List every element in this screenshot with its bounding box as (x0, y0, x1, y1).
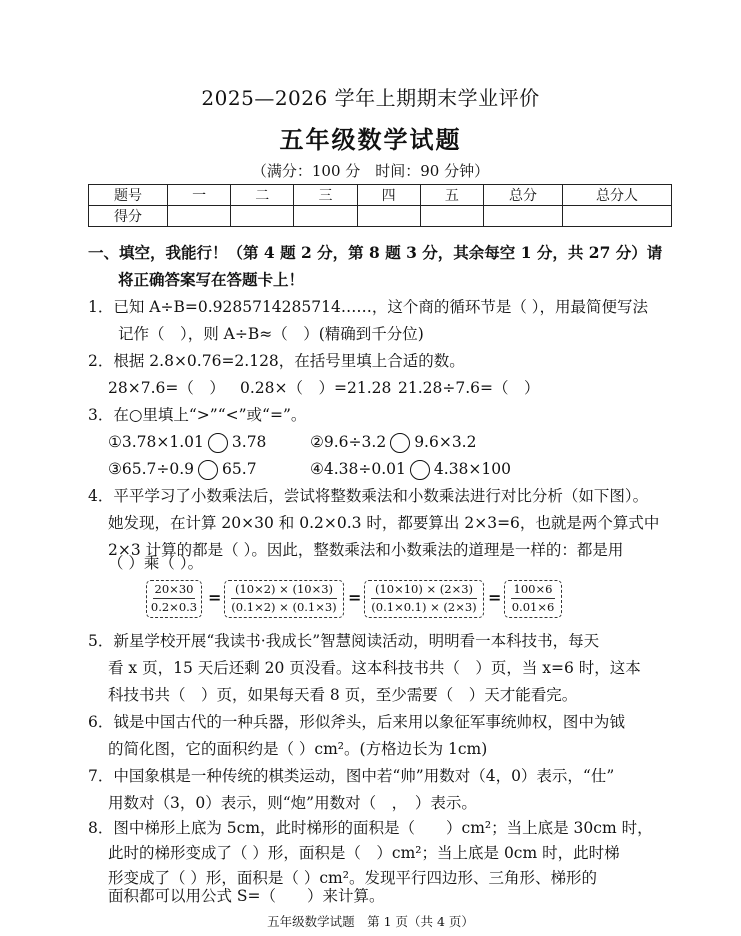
score-header-cell: 三 (294, 185, 357, 206)
equals-sign: = (208, 588, 222, 607)
diagram-box-1 (146, 580, 202, 618)
question-5-cont: 科技书共（ ）页，如果每天看 8 页，至少需要（ ）天才能看完。 (108, 686, 578, 704)
q3-3-left: ③65.7÷0.9 (108, 460, 195, 478)
score-row-label: 得分 (89, 206, 168, 227)
circle-blank-icon[interactable] (208, 433, 228, 453)
question-8-end: 面积都可以用公式 S=（ ）来计算。 (108, 887, 385, 905)
score-cell[interactable] (420, 206, 483, 227)
diagram-box-4-top: 100×6 (511, 581, 555, 599)
question-2: 2．根据 2.8×0.76=2.128，在括号里填上合适的数。 (88, 352, 465, 370)
exam-title: 2025—2026 学年上期期末学业评价 (201, 86, 540, 110)
question-6: 6．钺是中国古代的一种兵器，形似斧头，后来用以象征军事统帅权，图中为钺 (88, 713, 625, 731)
q3-3-right: 65.7 (222, 460, 257, 478)
question-7-cont: 用数对（3，0）表示，则“炮”用数对（ ， ）表示。 (108, 794, 477, 812)
multiplication-diagram (146, 580, 566, 622)
circle-blank-icon[interactable] (410, 460, 430, 480)
score-cell[interactable] (484, 206, 563, 227)
diagram-box-3-top: (10×10) × (2×3) (371, 581, 477, 599)
question-4-end: （ ）乘（ ）。 (108, 554, 204, 572)
q3-2-right: 9.6×3.2 (414, 433, 477, 451)
question-3-1 (108, 431, 266, 453)
score-cell[interactable] (563, 206, 672, 227)
question-4-cont: 她发现，在计算 20×30 和 0.2×0.3 时，都要算出 2×3=6，也就是两个算式中 (108, 514, 660, 532)
diagram-box-4 (504, 580, 562, 618)
score-table-header-row (89, 185, 672, 206)
diagram-box-3 (364, 580, 484, 618)
exam-info: （满分：100 分 时间：90 分钟） (251, 162, 490, 180)
question-3-2 (310, 431, 476, 453)
diagram-box-1-bottom: 0.2×0.3 (150, 600, 198, 614)
question-2c: 21.28÷7.6=（ ） (398, 379, 540, 397)
question-3-3 (108, 458, 257, 480)
question-1-cont: 记作（ ），则 A÷B≈（ ）(精确到千分位) (118, 325, 424, 343)
q3-4-right: 4.38×100 (433, 460, 511, 478)
page-footer: 五年级数学试题 第 1 页（共 4 页） (267, 914, 474, 929)
question-8: 8．图中梯形上底为 5cm，此时梯形的面积是（ ）cm²；当上底是 30cm 时， (88, 819, 653, 837)
diagram-box-4-bottom: 0.01×6 (511, 600, 555, 614)
question-8-cont: 形变成了（ ）形，面积是（ ）cm²。发现平行四边形、三角形、梯形的 (108, 869, 597, 887)
subject-title: 五年级数学试题 (279, 125, 462, 154)
score-cell[interactable] (294, 206, 357, 227)
section-heading-cont: 将正确答案写在答题卡上！ (118, 270, 305, 289)
question-3-4 (310, 458, 511, 480)
score-header-cell: 总分 (484, 185, 563, 206)
question-4-cont: 2×3 计算的都是（ ）。因此，整数乘法和小数乘法的道理是一样的：都是用 (108, 541, 624, 559)
q3-1-left: ①3.78×1.01 (108, 433, 204, 451)
question-3: 3．在○里填上“>”“<”或“=”。 (88, 406, 307, 424)
score-table-score-row (89, 206, 672, 227)
score-header-cell: 一 (168, 185, 231, 206)
diagram-box-2 (224, 580, 344, 618)
diagram-box-1-top: 20×30 (153, 581, 195, 599)
q3-2-left: ②9.6÷3.2 (310, 433, 387, 451)
equals-sign: = (348, 588, 362, 607)
question-1: 1．已知 A÷B=0.9285714285714……，这个商的循环节是（ ），用最简便写法 (88, 298, 649, 316)
score-cell[interactable] (231, 206, 294, 227)
score-table (88, 184, 672, 227)
question-5-cont: 看 x 页，15 天后还剩 20 页没看。这本科技书共（ ）页，当 x=6 时，这本 (108, 659, 641, 677)
score-cell[interactable] (168, 206, 231, 227)
score-cell[interactable] (357, 206, 420, 227)
question-6-cont: 的简化图，它的面积约是（ ）cm²。(方格边长为 1cm) (108, 740, 488, 758)
question-8-cont: 此时的梯形变成了（ ）形，面积是（ ）cm²；当上底是 0cm 时，此时梯 (108, 844, 620, 862)
circle-blank-icon[interactable] (390, 433, 410, 453)
diagram-box-3-bottom: (0.1×0.1) × (2×3) (371, 600, 477, 614)
question-2b: 0.28×（ ）=21.28 (240, 379, 392, 397)
circle-blank-icon[interactable] (198, 460, 218, 480)
q3-1-right: 3.78 (231, 433, 267, 451)
question-4: 4．平平学习了小数乘法后，尝试将整数乘法和小数乘法进行对比分析（如下图）。 (88, 487, 649, 505)
score-header-cell: 总分人 (563, 185, 672, 206)
question-2a: 28×7.6=（ ） (108, 379, 225, 397)
question-7: 7．中国象棋是一种传统的棋类运动，图中若“帅”用数对（4，0）表示，“仕” (88, 767, 615, 785)
equals-sign: = (488, 588, 502, 607)
diagram-box-2-top: (10×2) × (10×3) (231, 581, 337, 599)
section-heading: 一、填空，我能行！（第 4 题 2 分，第 8 题 3 分，其余每空 1 分，共 27 分）请 (88, 243, 663, 262)
diagram-box-2-bottom: (0.1×2) × (0.1×3) (231, 600, 337, 614)
score-header-cell: 题号 (89, 185, 168, 206)
score-header-cell: 四 (357, 185, 420, 206)
score-header-cell: 五 (420, 185, 483, 206)
q3-4-left: ④4.38÷0.01 (310, 460, 406, 478)
score-header-cell: 二 (231, 185, 294, 206)
question-5: 5．新星学校开展“我读书·我成长”智慧阅读活动，明明看一本科技书，每天 (88, 632, 600, 650)
